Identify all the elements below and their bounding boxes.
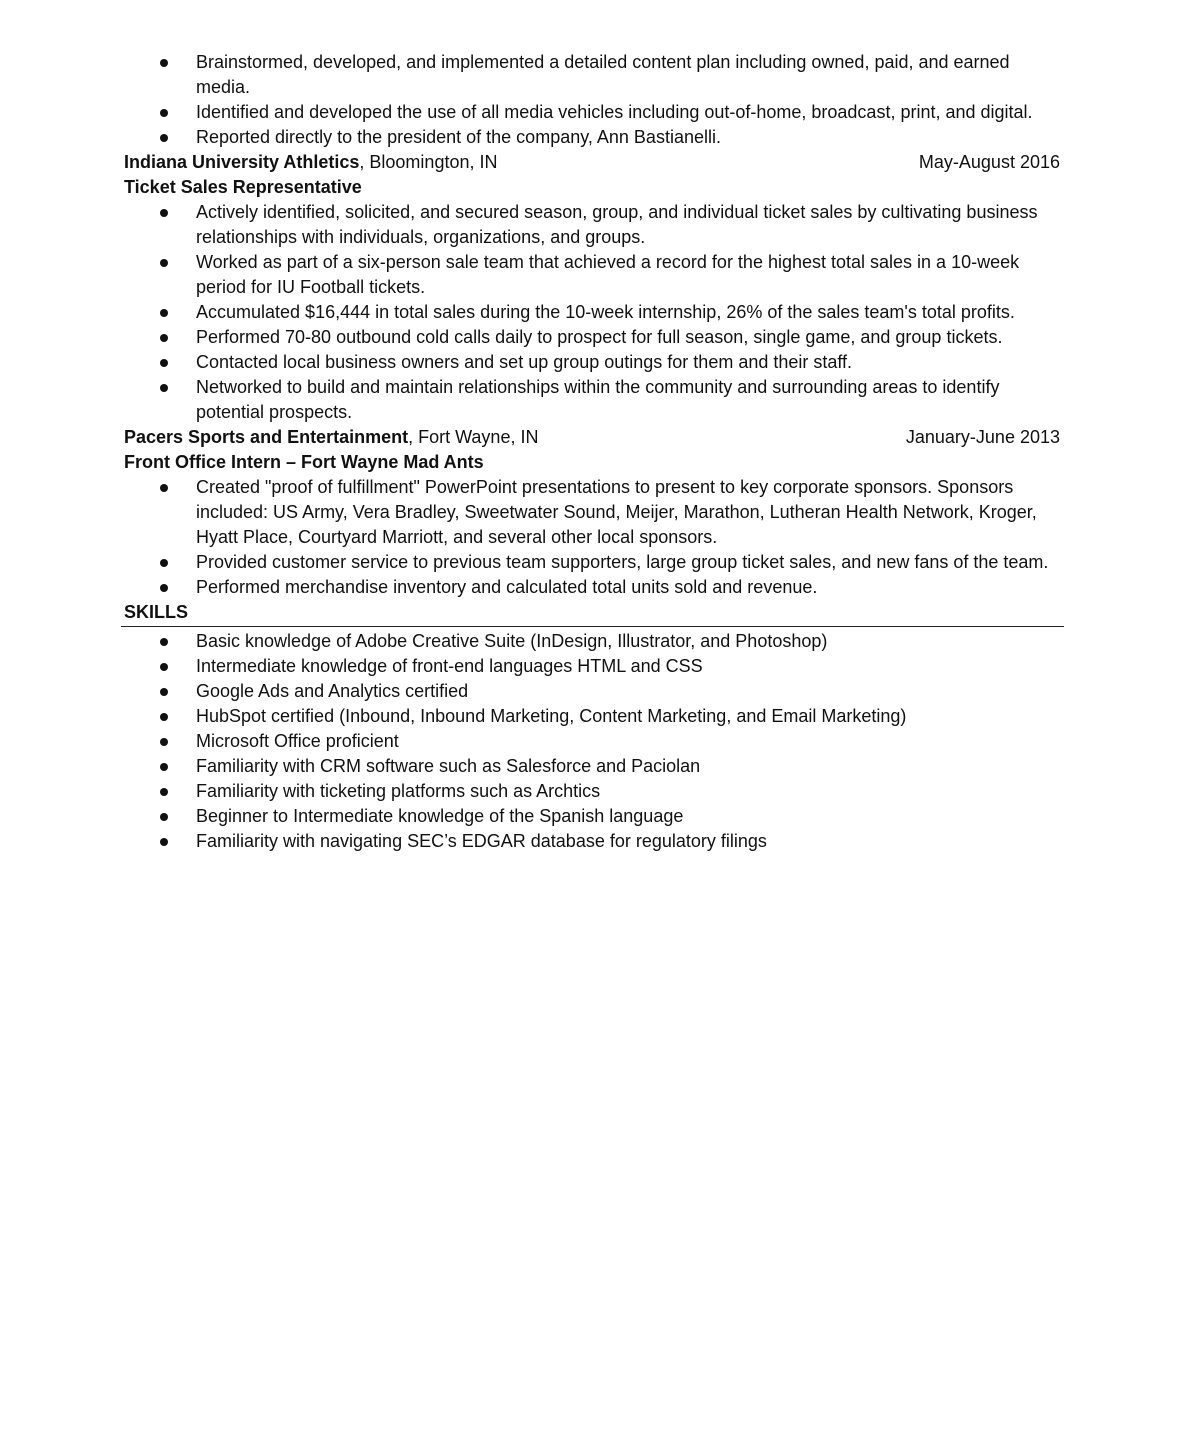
list-item (196, 100, 1064, 125)
bullet-text: Reported directly to the president of the company, Ann Bastianelli. (196, 127, 721, 147)
list-item (196, 679, 1064, 704)
bullet-icon (160, 838, 168, 846)
bullet-text: Familiarity with ticketing platforms such as Archtics (196, 781, 601, 801)
bullet-icon (160, 59, 168, 67)
list-item (196, 250, 1064, 300)
bullet-icon (160, 359, 168, 367)
bullet-text: Provided customer service to previous team supporters, large group ticket sales, and new fans of the team. (196, 552, 1049, 572)
list-item (196, 300, 1064, 325)
bullet-icon (160, 788, 168, 796)
list-item (196, 804, 1064, 829)
list-item (196, 575, 1064, 600)
iu-dates: May-August 2016 (918, 152, 1060, 172)
bullet-icon (160, 209, 168, 217)
bullet-icon (160, 813, 168, 821)
bullet-text: Created "proof of fulfillment" PowerPoint presentations to present to key corporate sponsors. Sponsors included: US Army, Vera Bradley, Sweetwater Sound, Meijer, Marathon, Lutheran Health Network, Kroger, Hyatt Place, Courtyard Marriott, and several other local sponsors. (196, 477, 1037, 547)
list-item (196, 200, 1064, 250)
bullet-icon (160, 663, 168, 671)
pacers-entry-header (124, 425, 1064, 450)
list-item (196, 729, 1064, 754)
bullet-text: Identified and developed the use of all media vehicles including out-of-home, broadcast, print, and digital. (196, 102, 1033, 122)
list-item (196, 654, 1064, 679)
bullet-icon (160, 309, 168, 317)
list-item (196, 754, 1064, 779)
iu-location: , Bloomington, IN (359, 152, 498, 172)
bullet-icon (160, 259, 168, 267)
bullet-text: Performed 70-80 outbound cold calls daily to prospect for full season, single game, and group tickets. (196, 327, 1003, 347)
bullet-icon (160, 134, 168, 142)
list-item (196, 550, 1064, 575)
bullet-text: Microsoft Office proficient (196, 731, 399, 751)
bullet-icon (160, 688, 168, 696)
bullet-text: Google Ads and Analytics certified (196, 681, 469, 701)
iu-job-title: Ticket Sales Representative (124, 177, 362, 197)
pacers-employer (124, 425, 538, 450)
skills-bullets (124, 629, 1064, 854)
bullet-text: Familiarity with CRM software such as Salesforce and Paciolan (196, 756, 701, 776)
bullet-text: HubSpot certified (Inbound, Inbound Marketing, Content Marketing, and Email Marketing) (196, 706, 907, 726)
bullet-icon (160, 109, 168, 117)
bullet-text: Contacted local business owners and set up group outings for them and their staff. (196, 352, 853, 372)
iu-org-name: Indiana University Athletics (124, 152, 360, 172)
bullet-text: Worked as part of a six-person sale team that achieved a record for the highest total sales in a 10-week period for IU Football tickets. (196, 252, 1020, 297)
list-item (196, 125, 1064, 150)
pacers-bullets (124, 475, 1064, 600)
bullet-text: Basic knowledge of Adobe Creative Suite (InDesign, Illustrator, and Photoshop) (196, 631, 828, 651)
prev-job-bullets (124, 50, 1064, 150)
list-item (196, 350, 1064, 375)
list-item (196, 375, 1064, 425)
bullet-text: Beginner to Intermediate knowledge of the Spanish language (196, 806, 684, 826)
bullet-icon (160, 334, 168, 342)
bullet-icon (160, 763, 168, 771)
pacers-location: , Fort Wayne, IN (408, 427, 539, 447)
bullet-text: Accumulated $16,444 in total sales during the 10-week internship, 26% of the sales team's total profits. (196, 302, 1015, 322)
bullet-icon (160, 738, 168, 746)
bullet-icon (160, 484, 168, 492)
pacers-job-title: Front Office Intern – Fort Wayne Mad Ants (124, 452, 484, 472)
bullet-text: Brainstormed, developed, and implemented a detailed content plan including owned, paid, and earned media. (196, 52, 1010, 97)
pacers-dates: January-June 2013 (905, 427, 1060, 447)
bullet-icon (160, 713, 168, 721)
list-item (196, 50, 1064, 100)
iu-employer (124, 150, 497, 175)
bullet-text: Familiarity with navigating SEC’s EDGAR database for regulatory filings (196, 831, 767, 851)
bullet-text: Actively identified, solicited, and secured season, group, and individual ticket sales by cultivating business relationships with individuals, organizations, and groups. (196, 202, 1038, 247)
resume-page (124, 50, 1064, 854)
bullet-icon (160, 638, 168, 646)
bullet-text: Networked to build and maintain relationships within the community and surrounding areas to identify potential prospects. (196, 377, 1000, 422)
list-item (196, 475, 1064, 550)
bullet-icon (160, 384, 168, 392)
list-item (196, 829, 1064, 854)
list-item (196, 704, 1064, 729)
bullet-icon (160, 559, 168, 567)
iu-entry-header (124, 150, 1064, 175)
pacers-org-name: Pacers Sports and Entertainment (124, 427, 409, 447)
list-item (196, 629, 1064, 654)
list-item (196, 325, 1064, 350)
bullet-text: Intermediate knowledge of front-end languages HTML and CSS (196, 656, 703, 676)
bullet-icon (160, 584, 168, 592)
skills-heading: SKILLS (121, 600, 1064, 627)
list-item (196, 779, 1064, 804)
bullet-text: Performed merchandise inventory and calculated total units sold and revenue. (196, 577, 818, 597)
iu-bullets (124, 200, 1064, 425)
